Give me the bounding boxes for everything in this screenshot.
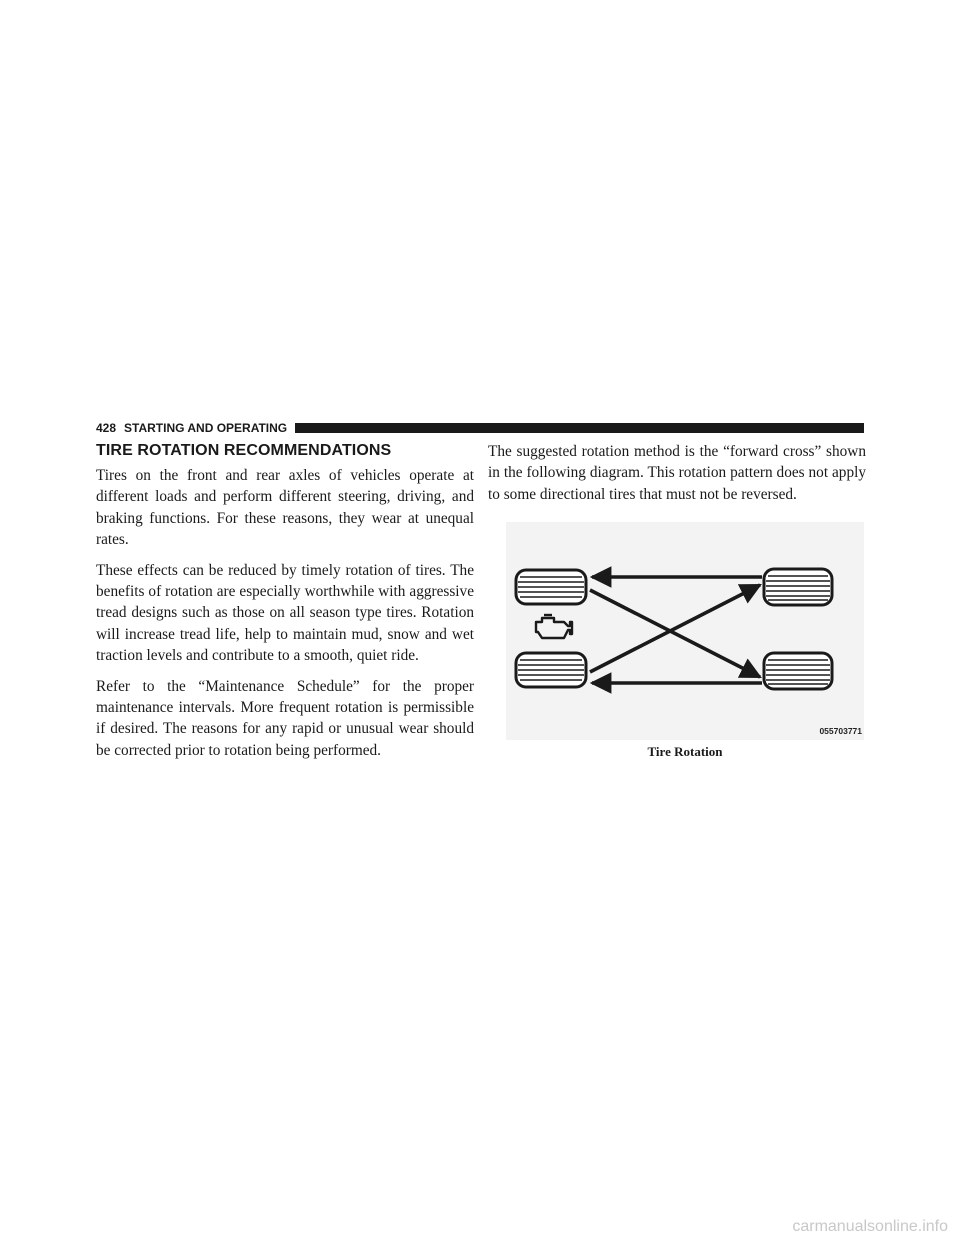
- left-column: [96, 441, 474, 770]
- page-number: 428: [96, 421, 117, 435]
- arrow-front-left-to-rear-right: [590, 590, 760, 677]
- page-header: [96, 420, 864, 436]
- tire-rear-left: [516, 653, 586, 687]
- paragraph: Tires on the front and rear axles of vehicles operate at different loads and perform different steering, driving, and braking functions. For these reasons, they wear at unequal rates.: [96, 467, 474, 549]
- tire-rear-right: [764, 653, 832, 689]
- paragraph: Refer to the “Maintenance Schedule” for the proper maintenance intervals. More frequent rotation is permissible if desired. The reasons for any rapid or unusual wear should be corrected prior to rotation being performed.: [96, 677, 474, 759]
- tire-front-left: [516, 570, 586, 604]
- diagram-graphic: [506, 522, 864, 740]
- figure-code: 055703771: [819, 726, 862, 736]
- header-rule: [295, 423, 864, 433]
- rotation-arrows: [590, 577, 762, 683]
- arrow-rear-left-to-front-right: [590, 585, 760, 672]
- tire-rotation-diagram: [506, 522, 864, 740]
- figure-caption: Tire Rotation: [647, 744, 723, 759]
- watermark: carmanualsonline.info: [792, 1218, 948, 1235]
- section-title: STARTING AND OPERATING: [124, 421, 288, 435]
- paragraph: The suggested rotation method is the “forward cross” shown in the following diagram. This rotation pattern does not apply to some directional tires that must not be reversed.: [488, 443, 866, 503]
- paragraph: These effects can be reduced by timely rotation of tires. The benefits of rotation are especially worthwhile with aggressive tread designs such as those on all season type tires. Rotation will increase tread life, help to maintain mud, snow and wet traction levels and contribute to a smooth, quiet ride.: [96, 561, 474, 665]
- engine-icon: [536, 615, 572, 638]
- right-column: [488, 441, 866, 514]
- tire-front-right: [764, 569, 832, 605]
- section-heading: TIRE ROTATION RECOMMENDATIONS: [96, 442, 392, 459]
